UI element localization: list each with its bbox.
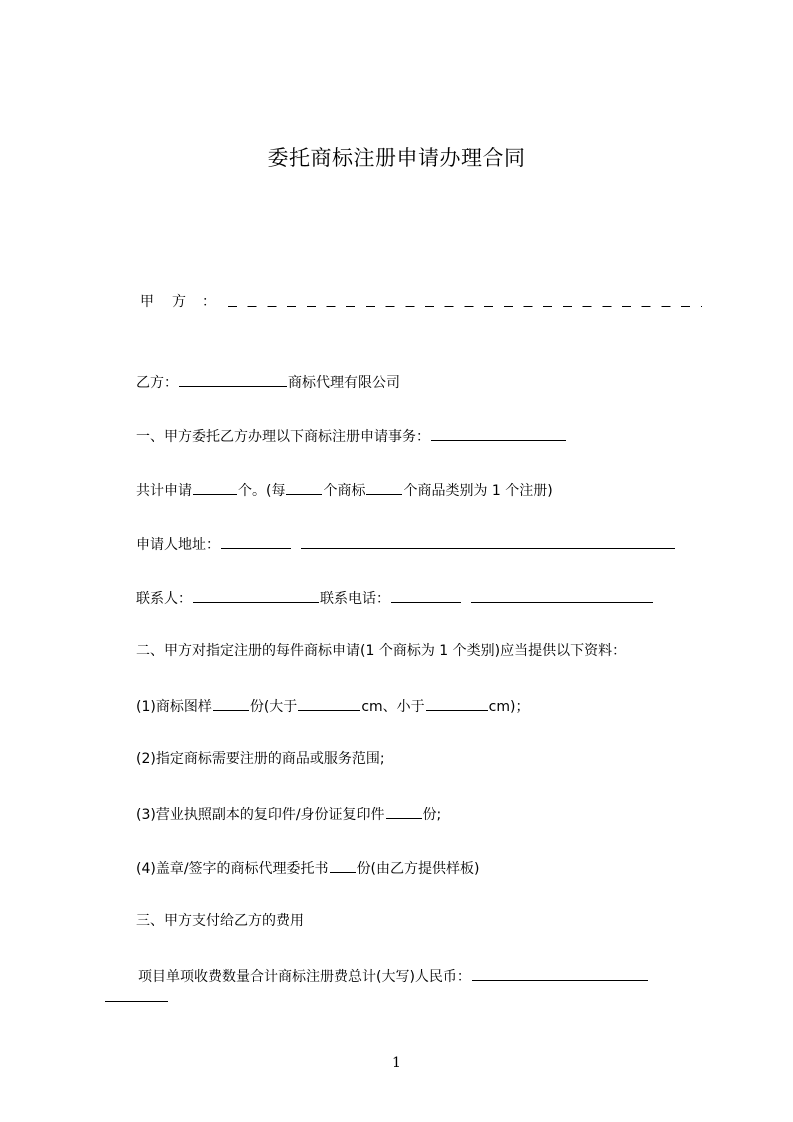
page-number: 1 <box>392 1055 401 1071</box>
count-text-4: 个商品类别为 1 个注册) <box>403 483 553 499</box>
contact-line <box>136 587 654 609</box>
party-b-suffix: 商标代理有限公司 <box>288 375 400 391</box>
item-1-text-2: 份(大于 <box>249 699 298 715</box>
phone-label: 联系电话： <box>320 591 390 607</box>
item-3-blank <box>386 803 422 819</box>
fee-blank-continued <box>105 1001 168 1002</box>
party-b-blank <box>179 371 287 387</box>
fee-line <box>138 965 649 987</box>
item-1-text-1: (1)商标图样 <box>136 699 212 715</box>
section-2-line: 二、甲方对指定注册的每件商标申请(1 个商标为 1 个类别)应当提供以下资料： <box>136 643 627 659</box>
fee-text: 项目单项收费数量合计商标注册费总计(大写)人民币： <box>138 969 471 985</box>
party-a-line <box>136 291 702 313</box>
count-blank-3 <box>366 479 402 495</box>
section-1-line <box>136 425 567 447</box>
party-a-colon: ： <box>202 294 216 310</box>
address-blank-1 <box>221 533 291 549</box>
item-4-text-1: (4)盖章/签字的商标代理委托书 <box>136 861 329 877</box>
section-1-text: 一、甲方委托乙方办理以下商标注册申请事务： <box>136 429 430 445</box>
party-b-label: 乙方： <box>136 375 178 391</box>
count-blank-2 <box>286 479 322 495</box>
party-b-line <box>136 371 400 393</box>
count-blank-1 <box>193 479 237 495</box>
address-label: 申请人地址： <box>136 537 220 553</box>
count-text-1: 共计申请 <box>136 483 192 499</box>
phone-blank-1 <box>391 587 461 603</box>
item-1-line <box>136 695 529 717</box>
item-1-blank-3 <box>426 695 488 711</box>
count-text-3: 个商标 <box>323 483 366 499</box>
party-a-label: 甲方 <box>140 294 204 310</box>
item-4-text-2: 份(由乙方提供样板) <box>356 861 480 877</box>
phone-blank-2 <box>471 587 653 603</box>
item-4-line <box>136 857 480 879</box>
item-3-line <box>136 803 441 825</box>
item-3-text-1: (3)营业执照副本的复印件/身份证复印件 <box>136 807 385 823</box>
count-text-2: 个。(每 <box>238 483 286 499</box>
address-blank-2 <box>301 533 675 549</box>
contact-label: 联系人： <box>136 591 192 607</box>
item-2-line: (2)指定商标需要注册的商品或服务范围; <box>136 751 385 767</box>
item-1-text-3: cm、小于 <box>361 699 425 715</box>
section-1-blank <box>431 425 566 441</box>
section-3-line: 三、甲方支付给乙方的费用 <box>136 913 304 929</box>
contact-blank <box>193 587 319 603</box>
item-1-blank-1 <box>213 695 249 711</box>
address-line <box>136 533 676 555</box>
count-line <box>136 479 553 501</box>
party-a-blank <box>228 306 702 307</box>
fee-blank <box>472 965 648 981</box>
item-1-blank-2 <box>298 695 360 711</box>
item-3-text-2: 份; <box>422 807 442 823</box>
item-4-blank <box>330 857 356 873</box>
document-title: 委托商标注册申请办理合同 <box>267 146 526 170</box>
item-1-text-4: cm)； <box>488 699 530 715</box>
